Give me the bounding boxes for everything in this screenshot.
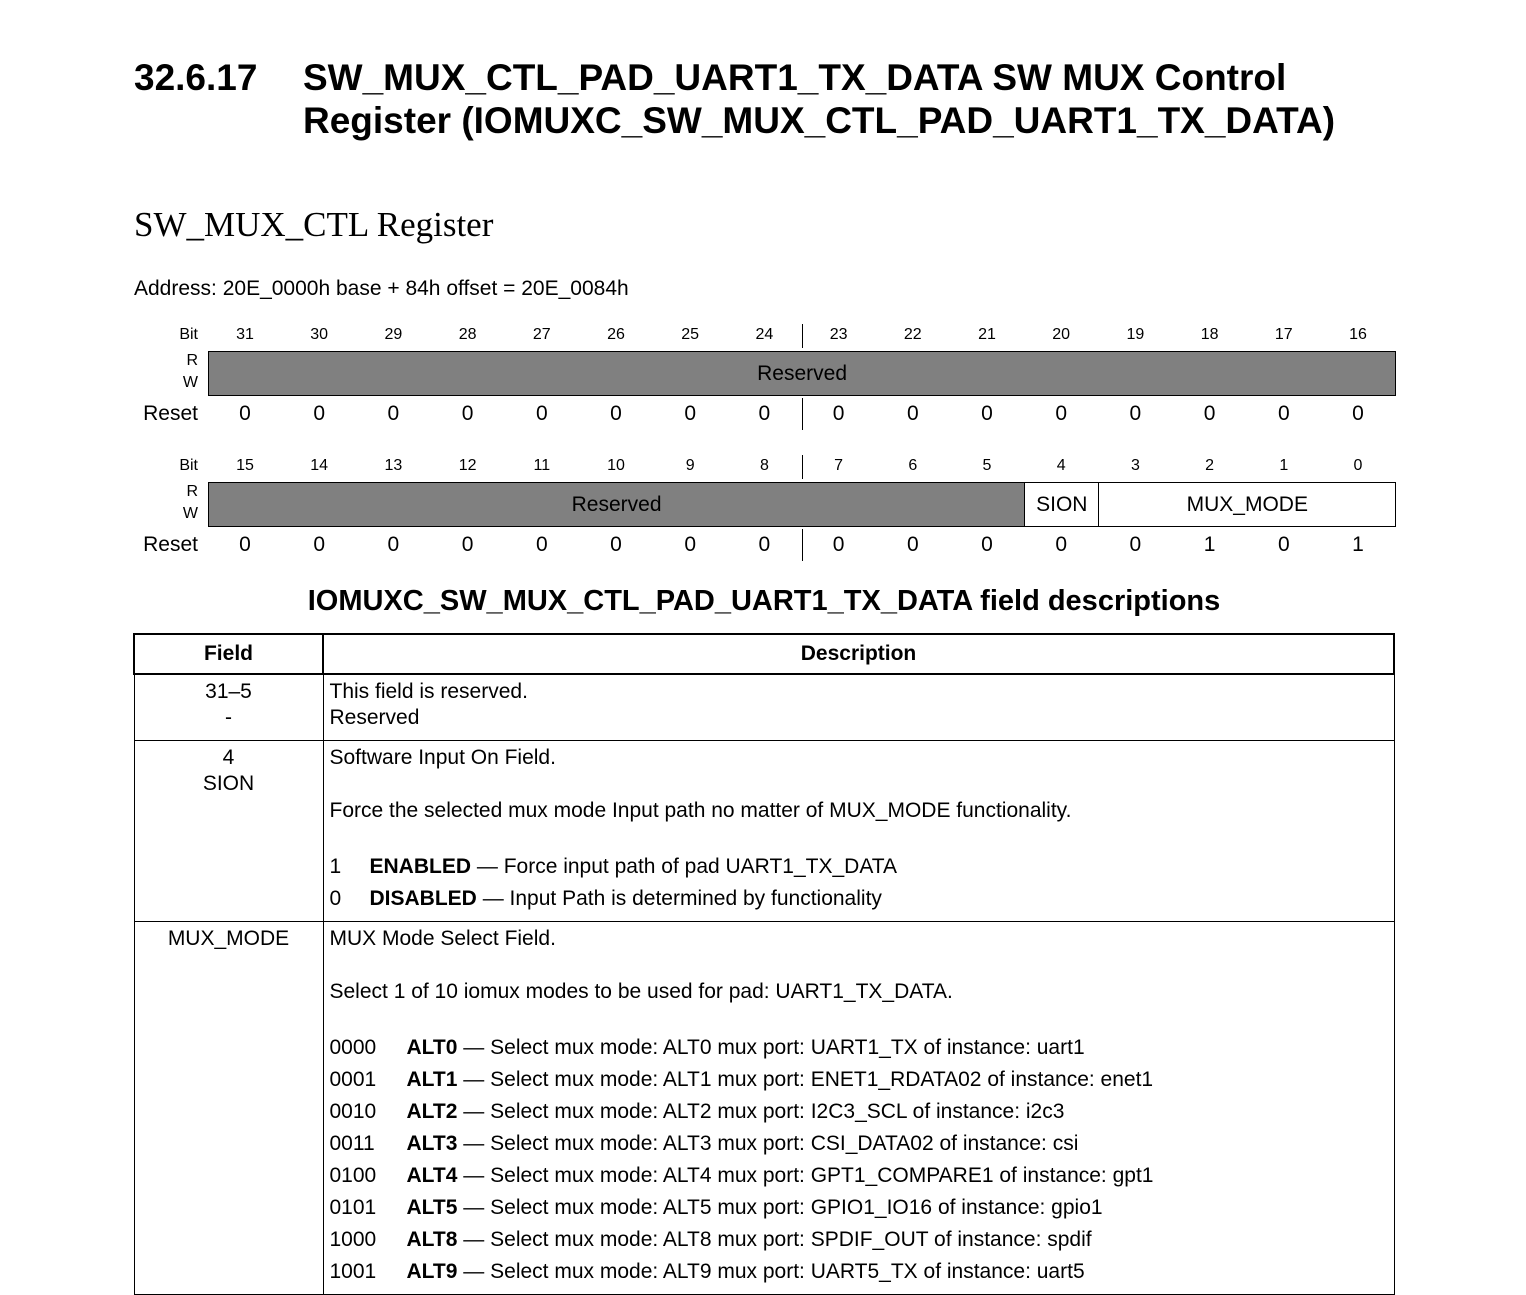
- bit-number: 28: [458, 326, 477, 343]
- bit-number: 0: [1353, 457, 1363, 474]
- enum-name: DISABLED: [369, 886, 477, 910]
- enum-code: 0011: [329, 1131, 375, 1155]
- section-number: 32.6.17: [134, 57, 258, 98]
- write-label: W: [182, 505, 198, 522]
- enum-text: — Select mux mode: ALT2 mux port: I2C3_SCL of instance: i2c3: [463, 1099, 1065, 1123]
- enum-value: [330, 1032, 1388, 1064]
- bit-number: 19: [1126, 326, 1145, 343]
- enum-code: 0100: [329, 1163, 377, 1187]
- enum-value: [330, 1160, 1388, 1192]
- enum-text: — Force input path of pad UART1_TX_DATA: [476, 854, 898, 878]
- reserved-field: Reserved: [208, 351, 1396, 396]
- reset-value: 0: [239, 533, 251, 556]
- write-label: W: [182, 374, 198, 391]
- bit-number: 18: [1200, 326, 1219, 343]
- bit-divider: [802, 398, 803, 430]
- bit-number: 20: [1052, 326, 1071, 343]
- bit-number: 21: [978, 326, 996, 343]
- bit-number: 1: [1279, 457, 1289, 474]
- enum-value: [330, 1192, 1388, 1224]
- bit-number: 5: [982, 457, 992, 474]
- bit-number: 23: [829, 326, 848, 343]
- enum-code: 0001: [329, 1067, 377, 1091]
- reset-value: 0: [758, 402, 771, 425]
- table-row: [134, 740, 1394, 921]
- bit-label: Bit: [179, 326, 198, 343]
- table-row: [134, 674, 1394, 740]
- enum-value: [330, 851, 1388, 883]
- field-name: SION: [202, 771, 255, 795]
- description-cell: [323, 740, 1394, 921]
- mux-mode-field: MUX_MODE: [1098, 482, 1396, 527]
- reset-value: 0: [1129, 402, 1142, 425]
- enum-text: — Select mux mode: ALT9 mux port: UART5_TX of instance: uart5: [463, 1259, 1085, 1283]
- enum-value: [330, 1096, 1388, 1128]
- bit-number: 6: [908, 457, 918, 474]
- bit-number: 22: [903, 326, 922, 343]
- bit-number: 31: [236, 326, 254, 343]
- bit-number: 17: [1274, 326, 1293, 343]
- description-cell: [323, 921, 1394, 1294]
- enum-value: [330, 1064, 1388, 1096]
- description-detail: Select 1 of 10 iomux modes to be used for pad: UART1_TX_DATA.: [329, 979, 953, 1003]
- bit-number: 15: [236, 457, 254, 474]
- field-bits: MUX_MODE: [167, 926, 290, 950]
- sion-field: SION: [1024, 482, 1099, 527]
- field-description-table: [133, 633, 1395, 1295]
- reset-value: 0: [313, 533, 326, 556]
- reset-value: 0: [832, 533, 845, 556]
- reset-value: 0: [461, 402, 474, 425]
- reset-value: 0: [684, 402, 697, 425]
- enum-value: [330, 1128, 1388, 1160]
- enum-value: [330, 883, 1388, 915]
- bit-number: 8: [759, 457, 769, 474]
- reset-value: 0: [461, 533, 474, 556]
- enum-text: — Select mux mode: ALT4 mux port: GPT1_COMPARE1 of instance: gpt1: [463, 1163, 1154, 1187]
- reset-value: 0: [981, 533, 993, 556]
- reset-value: 0: [684, 533, 697, 556]
- description-detail: Force the selected mux mode Input path no matter of MUX_MODE functionality.: [329, 798, 1072, 822]
- bit-number: 13: [384, 457, 403, 474]
- bit-number: 3: [1130, 457, 1140, 474]
- bit-number: 26: [607, 326, 625, 343]
- bit-number: 11: [533, 457, 551, 474]
- bit-number: 12: [458, 457, 477, 474]
- description-header: Description: [323, 634, 1394, 674]
- bit-divider: [802, 529, 803, 561]
- description-intro: MUX Mode Select Field.: [329, 926, 556, 950]
- enum-name: ALT1: [406, 1067, 458, 1091]
- reset-value: 0: [1129, 533, 1142, 556]
- reset-value: 0: [832, 402, 845, 425]
- reset-value: 0: [387, 402, 400, 425]
- description-line: Reserved: [329, 706, 420, 729]
- reset-value: 0: [906, 402, 919, 425]
- bit-divider: [802, 455, 803, 479]
- reset-value: 0: [610, 402, 622, 425]
- reset-value: 0: [1352, 402, 1364, 425]
- bit-number: 9: [685, 457, 695, 474]
- reset-value: 0: [1277, 533, 1290, 556]
- enum-text: — Select mux mode: ALT3 mux port: CSI_DATA02 of instance: csi: [463, 1131, 1079, 1155]
- reset-value: 0: [1203, 402, 1216, 425]
- enum-code: 0000: [329, 1035, 377, 1059]
- field-cell: [134, 921, 323, 1294]
- reset-value: 0: [1055, 533, 1068, 556]
- enum-name: ENABLED: [369, 854, 472, 878]
- register-diagram-lower: [134, 455, 1396, 565]
- bit-number: 10: [607, 457, 625, 474]
- enum-code: 0: [329, 886, 342, 910]
- register-address: Address: 20E_0000h base + 84h offset = 20E_0084h: [134, 277, 629, 300]
- enum-code: 1: [329, 854, 342, 878]
- field-name: -: [225, 706, 232, 729]
- reset-value: 0: [239, 402, 251, 425]
- reset-value: 1: [1203, 533, 1216, 556]
- register-subtitle: SW_MUX_CTL Register: [134, 205, 494, 244]
- reset-value: 0: [758, 533, 771, 556]
- enum-text: — Select mux mode: ALT5 mux port: GPIO1_IO16 of instance: gpio1: [463, 1195, 1103, 1219]
- field-bits: 4: [222, 745, 235, 769]
- enum-code: 1000: [329, 1227, 377, 1251]
- bit-number: 27: [532, 326, 551, 343]
- reset-value: 0: [610, 533, 622, 556]
- field-bits: 31–5: [205, 680, 252, 703]
- description-cell: [323, 674, 1394, 740]
- reset-value: 0: [535, 533, 548, 556]
- bit-number: 29: [384, 326, 403, 343]
- table-row: [134, 921, 1394, 1294]
- bit-number: 24: [755, 326, 774, 343]
- reset-value: 0: [1055, 402, 1068, 425]
- bit-number: 2: [1205, 457, 1215, 474]
- section-title: SW_MUX_CTL_PAD_UART1_TX_DATA SW MUX Control Register (IOMUXC_SW_MUX_CTL_PAD_UART1_TX_DATA): [303, 57, 1336, 141]
- bit-label: Bit: [179, 457, 198, 474]
- description-line: This field is reserved.: [329, 680, 528, 703]
- enum-text: — Select mux mode: ALT8 mux port: SPDIF_OUT of instance: spdif: [463, 1227, 1092, 1251]
- enum-code: 1001: [329, 1259, 377, 1283]
- enum-text: — Select mux mode: ALT0 mux port: UART1_TX of instance: uart1: [463, 1035, 1085, 1059]
- enum-text: — Input Path is determined by functionality: [482, 886, 882, 910]
- reset-label: Reset: [143, 402, 198, 425]
- enum-name: ALT5: [406, 1195, 458, 1219]
- reset-value: 0: [981, 402, 993, 425]
- enum-value: [330, 1256, 1388, 1288]
- enum-value: [330, 1224, 1388, 1256]
- bit-number: 4: [1056, 457, 1066, 474]
- reset-value: 0: [1277, 402, 1290, 425]
- reserved-field: Reserved: [208, 482, 1025, 527]
- register-diagram-upper: [134, 324, 1396, 434]
- reset-value: 0: [535, 402, 548, 425]
- bit-number: 14: [310, 457, 329, 474]
- reset-value: 0: [313, 402, 326, 425]
- bit-number: 16: [1349, 326, 1367, 343]
- description-intro: Software Input On Field.: [329, 745, 556, 769]
- enum-name: ALT3: [406, 1131, 458, 1155]
- bit-number: 7: [834, 457, 844, 474]
- bit-number: 30: [310, 326, 329, 343]
- bit-divider: [802, 324, 803, 348]
- bit-number: 25: [681, 326, 700, 343]
- reset-value: 0: [906, 533, 919, 556]
- enum-name: ALT0: [406, 1035, 458, 1059]
- read-label: R: [186, 483, 198, 500]
- read-label: R: [186, 352, 198, 369]
- reset-value: 1: [1352, 533, 1364, 556]
- enum-name: ALT9: [406, 1259, 458, 1283]
- enum-code: 0101: [329, 1195, 377, 1219]
- enum-name: ALT2: [406, 1099, 458, 1123]
- field-cell: [134, 740, 323, 921]
- enum-text: — Select mux mode: ALT1 mux port: ENET1_RDATA02 of instance: enet1: [463, 1067, 1154, 1091]
- enum-name: ALT8: [406, 1227, 458, 1251]
- enum-name: ALT4: [406, 1163, 458, 1187]
- field-table-caption: IOMUXC_SW_MUX_CTL_PAD_UART1_TX_DATA field descriptions: [307, 585, 1221, 617]
- field-header: Field: [134, 634, 323, 674]
- reset-label: Reset: [143, 533, 198, 556]
- field-cell: [134, 674, 323, 740]
- reset-value: 0: [387, 533, 400, 556]
- enum-code: 0010: [329, 1099, 377, 1123]
